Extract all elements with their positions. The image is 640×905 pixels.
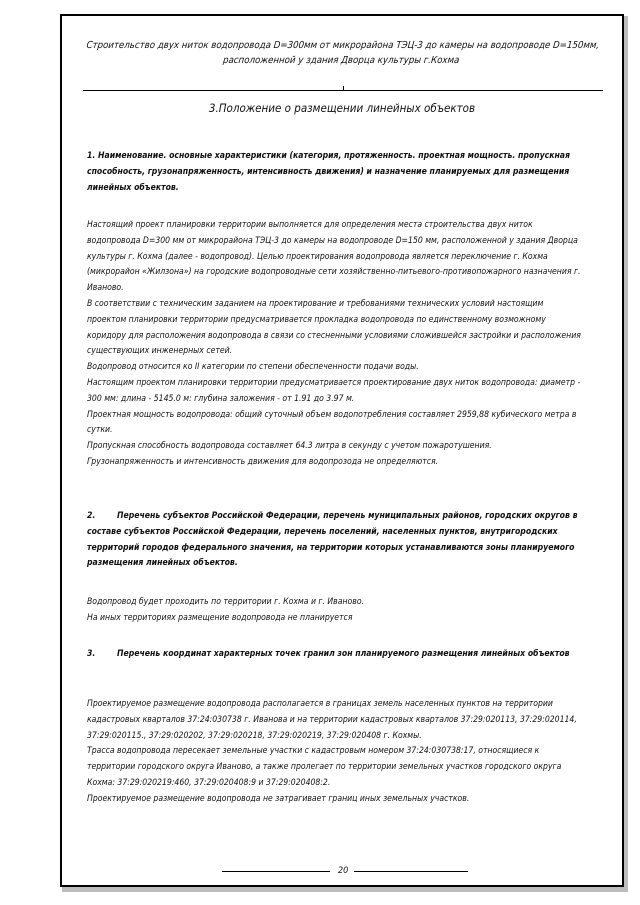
header-divider (83, 90, 603, 91)
section-2-heading (87, 509, 582, 572)
paragraph: На иных территориях размещение водопровода не планируется (87, 612, 353, 623)
section-3 (87, 647, 582, 663)
section-3-number: 3. (87, 649, 96, 659)
page-shadow-bottom (62, 887, 628, 892)
paragraph: Водопровод относится ко II категории по степени обеспеченности подачи воды. (87, 362, 419, 373)
section-3-heading (87, 647, 582, 663)
section-2-number: 2. (87, 511, 96, 521)
paragraph: Проектная мощность водопровода: общий суточный объем водопотребления составляет 2959,88 кубического метра в сутки. (87, 409, 577, 436)
document-header (76, 38, 607, 68)
paragraph: Грузонапряженность и интенсивность движения для водопрозода не определяются. (87, 456, 439, 467)
paragraph: Проектируемое размещение водопровода не затрагивает границ иных земельных участков. (87, 793, 470, 804)
section-2-body (87, 595, 582, 627)
section-1-heading: 1. Наименование. основные характеристики (категория, протяженность. проектная мощность. пропускная способность, грузонапряженность, интенсивность движения) и назначение планируемых для размещения линейных объектов. (87, 151, 570, 193)
page-title: 3.Положение о размещении линейных объектов (208, 101, 476, 115)
section-1 (87, 149, 582, 196)
paragraph: В соответствии с техническим заданием на проектирование и требованиями технических условий настоящим проектом планировки территории предусматривается прокладка водопровода по единственному возможному коридору для расположения водопровода в связи со стесненными условиями сложившейся застройки и расположения существующих инженерных сетей. (87, 298, 581, 357)
paragraph: Трасса водопровода пересекает земельные участки с кадастровым номером 37:24:030738:17, относящиеся к территории городского округа Иваново, а также пролегает по территории земельных участков городского округа Кохма: 37:29:020219:460, 37:29:020408:9 и 37:29:020408:2. (87, 746, 562, 788)
page-number-line-left (222, 871, 330, 872)
header-line-2: расположенной у здания Дворца культуры г.Кохма (222, 55, 460, 66)
paragraph: Водопровод будет проходить по территории г. Кохма и г. Иваново. (87, 597, 364, 607)
page-number-line-right (354, 871, 468, 872)
section-2 (87, 509, 582, 572)
section-1-body (87, 218, 582, 471)
page-number: 20 (338, 866, 349, 876)
section-2-heading-text: Перечень субъектов Российской Федерации, перечень муниципальных районов, городских округов в составе субъектов Российской Федерации, перечень поселений, населенных пунктов, внутригородских территорий городов федерального значения, на территории которых устанавливаются зоны планируемого размещения линейных объектов. (87, 511, 578, 569)
paragraph: Проектируемое размещение водопровода располагается в границах земель населенных пунктов на территории кадастровых кварталов 37:24:030738 г. Иванова и на территории кадастровых кварталов 37:29:020113, 37:29:020114, 37:29:020115., 37:29:020202, 37:29:020218, 37:29:020219, 37:29:020408 г. Кохмы. (87, 699, 577, 741)
paragraph: Настоящим проектом планировки территории предусматривается проектирование двух ниток водопровода: диаметр - 300 мм: длина - 5145.0 м: глубина заложения - от 1.91 до 3.97 м. (87, 377, 581, 404)
paragraph: Пропускная способность водопровода составляет 64.3 литра в секунду с учетом пожаротушения. (87, 441, 492, 452)
header-line-1: Строительство двух ниток водопровода D=300мм от микрорайона ТЭЦ-3 до камеры на водопроводе D=150мм, (85, 40, 600, 51)
section-3-heading-text: Перечень координат характерных точек гранил зон планируемого размещения линейных объектов (117, 649, 570, 659)
section-3-body (87, 697, 582, 808)
paragraph: Настоящий проект планировки территории выполняется для определения места строительства двух ниток водопровода D=300 мм от микрорайона ТЭЦ-3 до камеры на водопроводе D=150 мм, расположенной у здания Дворца культуры г. Кохма (далее - водопровод). Целью проектирования водопровода является переключение г. Кохма (микрорайон «Жилзона») на городские водопроводные сети хозяйственно-питьевого-противопожарного назначения г. Иваново. (87, 220, 581, 294)
